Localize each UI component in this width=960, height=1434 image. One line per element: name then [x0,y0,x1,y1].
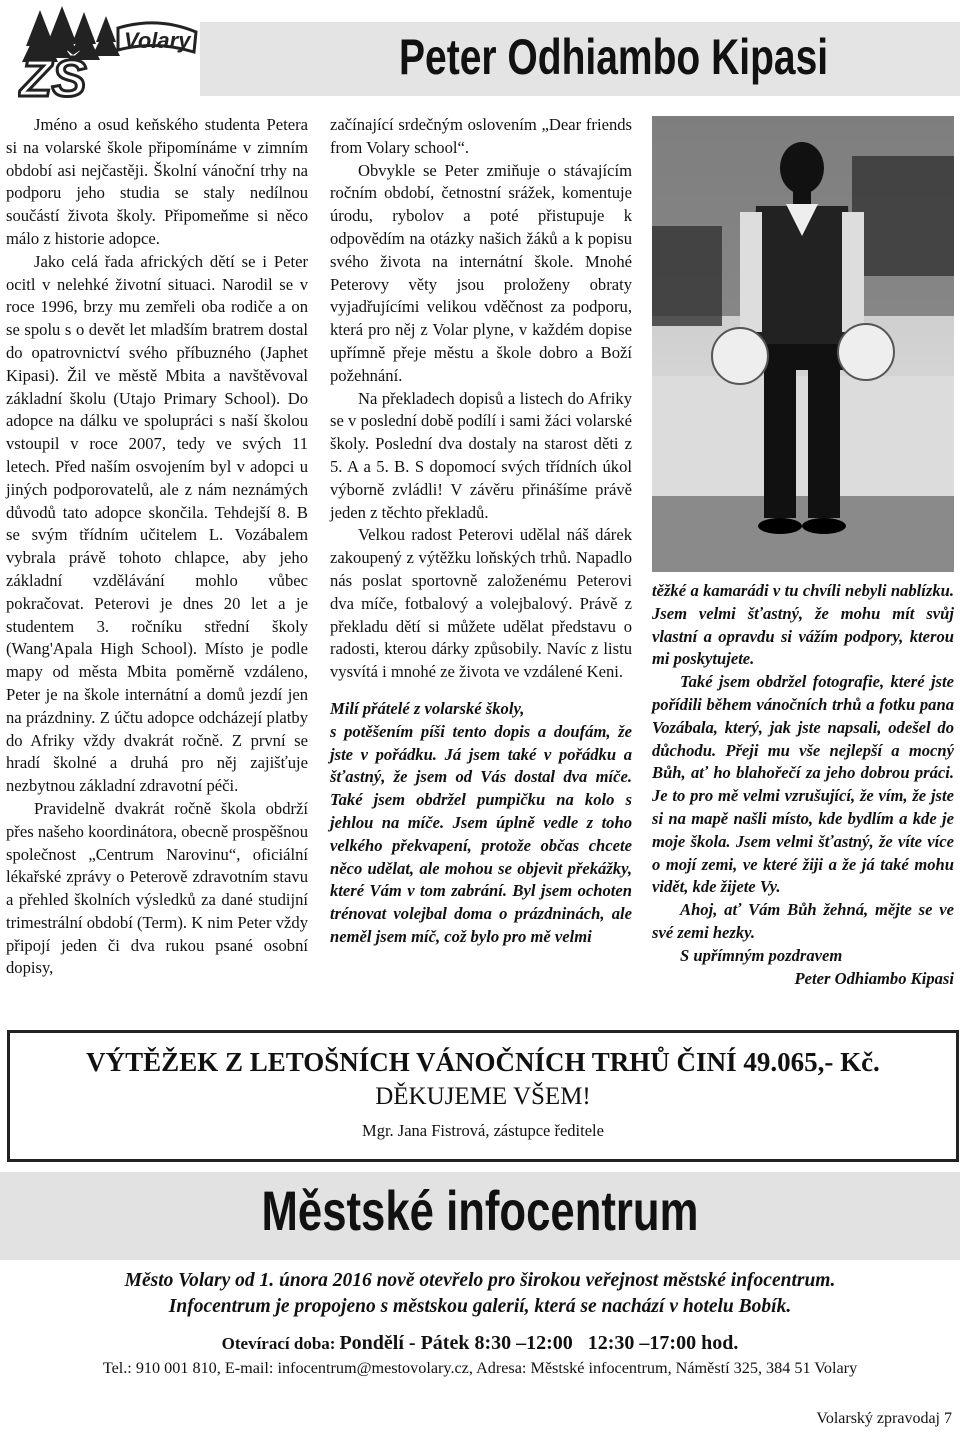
letter-signature: Peter Odhiambo Kipasi [794,968,954,988]
page-headline: Peter Odhiambo Kipasi [398,29,828,85]
letter-greeting: Milí přátelé z volarské školy, [330,698,525,718]
paragraph: začínající srdečným oslovením „Dear friends from Volary school“. [330,115,632,157]
opening-hours-label: Otevírací doba: [221,1334,336,1353]
letter-paragraph: Také jsem obdržel fotografie, které jste pořídili během vánočních trhů a fotku pana Vozábala, který, jak jste napsali, odešel do důchodu. Přeji mu vše nejlepší a mocný Bůh, ať ho blahořečí za jeho dobrou práci. Je to pro mě velmi vzrušující, že vím, že jste si na mapě našli místo, kde bydlím a kde je moje škola. Jsem velmi šťastný, že víte více o mojí zemi, ve které žiji a že já také mohu vidět, kde žijete Vy. [652,672,954,897]
letter-closing: S upřímným pozdravem [680,945,843,965]
infocentrum-gallery-note: Infocentrum je propojeno s městskou galerií, která se nachází v hotelu Bobík. [168,1296,792,1317]
paragraph: Pravidelně dvakrát ročně škola obdrží přes našeho koordinátora, obecně prospěšnou společnost „Centrum Narovinu“, oficiální lékařské zprávy o Peterově zdravotním stavu a přehled školních výsledků za dané studijní trimestrální období (Term). K nim Peter vždy připojí jeden či dva rukou psané osobní dopisy, [6,798,308,978]
paragraph: Na překladech dopisů a listech do Afriky se v poslední době podílí i sami žáci volarské školy. Poslední dva dostaly na starost děti z 5. A a 5. B. S dopomocí svých třídních úkol výborně zvládli! V závěru přinášíme právě jeden z těchto překladů. [330,388,632,522]
page-footer: Volarský zpravodaj 7 [816,1410,952,1427]
paragraph: Jméno a osud keňského studenta Petera si na volarské škole připomínáme v zimním období asi nejčastěji. Školní vánoční trhy na podporu jeho studia se staly nedílnou součástí života školy. Připomeňme si něco málo z historie adopce. [6,115,308,248]
article-column-1 [6,114,308,980]
proceeds-notice [7,1030,959,1162]
infocentrum-intro: Město Volary od 1. února 2016 nově otevřelo pro širokou veřejnost městské infocentrum. [124,1270,836,1291]
opening-hours-value: Pondělí - Pátek 8:30 –12:00 12:30 –17:00 hod. [339,1332,739,1354]
infocentrum-title: Městské infocentrum [261,1179,699,1242]
letter-paragraph: Ahoj, ať Vám Bůh žehná, mějte se ve své zemi hezky. [652,900,954,942]
contact-info: Tel.: 910 001 810, E-mail: infocentrum@mestovolary.cz, Adresa: Městské infocentrum, Náměstí 325, 384 51 Volary [102,1359,858,1377]
svg-text:Volary: Volary [124,28,191,53]
letter-paragraph: s potěšením píši tento dopis a doufám, že jste v pořádku. Já jsem také v pořádku a šťastný, že jsem od Vás dostal dva míče. Také jsem obdržel pumpičku na kolo s jehlou na míče. Jsem úplně vedle z toho velkého překvapení, protože občas chcete něco udělat, ale mohou se objevit překážky, které Vám v tom zabrání. Byl jsem ochoten trénovat volejbal doma o prázdninách, ale neměl jsem míč, což bylo pro mě velmi [330,721,632,946]
school-logo [18,6,198,102]
paragraph: Jako celá řada afrických dětí se i Peter ocitl v nelehké životní situaci. Narodil se v roce 1996, brzy mu zemřeli oba rodiče a on se spolu s o devět let mladším bratrem dostal do opatrovnictví svého příbuzného (Japhet Kipasi). Žil ve městě Mbita a navštěvoval základní školu (Utajo Primary School). Do adopce na dálku ve spolupráci s naší školou vstoupil v roce 2007, tedy ve svých 11 letech. Před naším osvojením byl v adopci u jiných podporovatelů, ale z nám neznámých důvodů tato adopce skončila. Tehdejší 8. B se svým třídním učitelem L. Vozábalem vybrala právě tohoto chlapce, aby jeho základní vzdělávání mohlo vůbec pokračovat. Peterovi je dnes 20 let a je studentem 3. ročníku střední školy (Wang'Apala High School). Místo je podle mapy od města Mbita poměrně vzdáleno, Peter je na škole internátní a domů jezdí jen na prázdniny. Z účtu adopce odcházejí platby do Afriky vždy dvakrát ročně. Z první se hradí školné a druhá pro něj zajišťuje nezbytnou základní zdravotní péči. [6,251,308,796]
paragraph: Obvykle se Peter zmiňuje o stávajícím ročním období, četnostní srážek, komentuje úrodu, rybolov a poté přistupuje k odpovědím na otázky našich žáků a k popisu svého života na internátní škole. Mnohé Peterovy věty jsou proloženy obraty vyjadřujícími velikou vděčnost za podporu, která pro něj z Volar plyne, v každém dopise upřímně přeje městu a škole dobro a Boží požehnání. [330,160,632,385]
opening-hours [0,1332,960,1355]
notice-amount: VÝTĚŽEK Z LETOŠNÍCH VÁNOČNÍCH TRHŮ ČINÍ 49.065,- Kč. [86,1047,880,1077]
article-column-3 [652,580,954,990]
article-column-2 [330,114,632,949]
paragraph: Velkou radost Peterovi udělal náš dárek zakoupený z výtěžku loňských trhů. Napadlo nás poslat sportovně založenému Peterovi dva míče, fotbalový a volejbalový. Právě z překladu dětí si můžete udělat představu o radosti, kterou dárky způsobily. Navíc z listu vysvítá i mnohé ze života ve vzdálené Keni. [330,525,632,682]
notice-author: Mgr. Jana Fistrová, zástupce ředitele [362,1121,604,1140]
student-photo [652,116,954,572]
letter-paragraph: těžké a kamarádi v tu chvíli nebyli nablízku. Jsem velmi šťastný, že mohu mít svůj vlastní a opravdu si vážím podpory, kterou mi poskytujete. [652,581,954,669]
svg-text:ZŠ: ZŠ [20,50,87,102]
notice-thanks: DĚKUJEME VŠEM! [375,1083,591,1110]
